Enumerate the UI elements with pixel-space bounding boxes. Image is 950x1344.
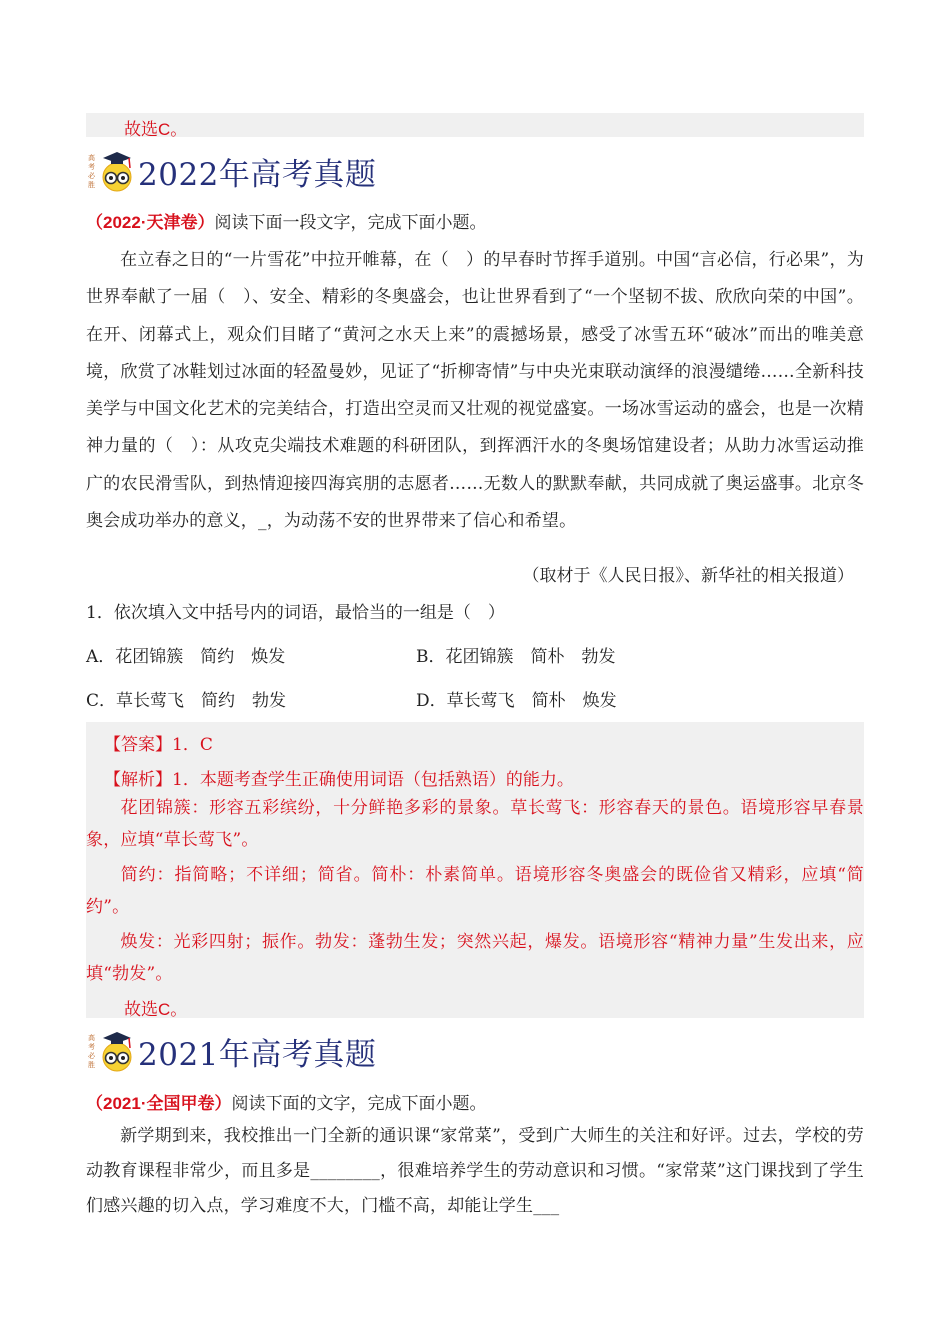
passage-citation: （取材于《人民日报》、新华社的相关报道） — [522, 566, 854, 586]
analysis-text-3: 焕发：光彩四射；振作。勃发：蓬勃生发；突然兴起，爆发。语境形容“精神力量”生发出来，应填“勃发”。 — [86, 932, 864, 984]
analysis-intro: 【解析】1．本题考查学生正确使用词语（包括熟语）的能力。 — [104, 770, 574, 790]
svg-text:高: 高 — [88, 1034, 95, 1042]
instruction-text: 阅读下面一段文字，完成下面小题。 — [214, 213, 487, 233]
svg-text:必: 必 — [88, 172, 95, 180]
question-source-line — [86, 208, 486, 233]
reading-passage-2021 — [86, 1119, 864, 1224]
reading-passage — [86, 242, 864, 540]
passage-text: 在立春之日的“一片雪花”中拉开帷幕，在（ ）的早春时节挥手道别。中国“言必信，行必果”，为世界奉献了一届（ ）、安全、精彩的冬奥盛会，也让世界看到了“一个坚韧不拔、欣欣向荣的中国”。在开、闭幕式上，观众们目睹了“黄河之水天上来”的震撼场景，感受了冰雪五环“破冰”而出的唯美意境，欣赏了冰鞋划过冰面的轻盈曼妙，见证了“折柳寄情”与中央光束联动演绎的浪漫缱绻……全新科技美学与中国文化艺术的完美结合，打造出空灵而又壮观的视觉盛宴。一场冰雪运动的盛会，也是一次精神力量的（ ）：从攻克尖端技术难题的科研团队，到挥洒汗水的冬奥场馆建设者；从助力冰雪运动推广的农民滑雪队，到热情迎接四海宾朋的志愿者……无数人的默默奉献，共同成就了奥运盛事。北京冬奥会成功举办的意义，_，为动荡不安的世界带来了信心和希望。 — [86, 250, 864, 532]
answer-line: 【答案】1．C — [104, 735, 213, 755]
question-source-line-2021 — [86, 1089, 486, 1114]
top-conclusion: 故选C。 — [124, 120, 188, 139]
svg-text:高: 高 — [88, 154, 95, 162]
passage-text-2021: 新学期到来，我校推出一门全新的通识课“家常菜”，受到广大师生的关注和好评。过去，学校的劳动教育课程非常少，而且多是________，很难培养学生的劳动意识和习惯。“家常菜”这门课找到了学生们感兴趣的切入点，学习难度不大，门槛不高，却能让学生___ — [86, 1126, 864, 1216]
option-d: D．草长莺飞 简朴 焕发 — [416, 691, 617, 711]
svg-text:胜: 胜 — [88, 1061, 95, 1069]
analysis-paragraph-1 — [86, 792, 864, 856]
svg-text:必: 必 — [88, 1052, 95, 1060]
analysis-paragraph-3 — [86, 926, 864, 990]
section-heading-2022 — [86, 147, 376, 195]
option-b: B．花团锦簇 简朴 勃发 — [416, 647, 616, 667]
source-label-2021: （2021·全国甲卷） — [86, 1094, 232, 1113]
section-heading-2021 — [86, 1027, 376, 1075]
svg-text:胜: 胜 — [88, 181, 95, 189]
analysis-text-1: 花团锦簇：形容五彩缤纷，十分鲜艳多彩的景象。草长莺飞：形容春天的景色。语境形容早春景象，应填“草长莺飞”。 — [86, 798, 864, 850]
analysis-conclusion: 故选C。 — [124, 1000, 188, 1019]
svg-text:考: 考 — [88, 1043, 95, 1051]
analysis-text-2: 简约：指简略；不详细；简省。简朴：朴素简单。语境形容冬奥盛会的既俭省又精彩，应填“简约”。 — [86, 865, 864, 917]
owl-logo-icon — [86, 1028, 136, 1074]
svg-text:考: 考 — [88, 163, 95, 171]
source-label: （2022·天津卷） — [86, 213, 215, 232]
top-analysis-box — [86, 113, 864, 137]
analysis-paragraph-2 — [86, 859, 864, 923]
option-c: C．草长莺飞 简约 勃发 — [86, 691, 287, 711]
section-title-2022: 2022年高考真题 — [138, 156, 377, 193]
option-a: A．花团锦簇 简约 焕发 — [86, 647, 286, 667]
instruction-text-2021: 阅读下面的文字，完成下面小题。 — [231, 1094, 487, 1114]
owl-logo-icon — [86, 148, 136, 194]
section-title-2021: 2021年高考真题 — [138, 1036, 377, 1073]
question-stem: 1．依次填入文中括号内的词语，最恰当的一组是（ ） — [86, 603, 505, 623]
